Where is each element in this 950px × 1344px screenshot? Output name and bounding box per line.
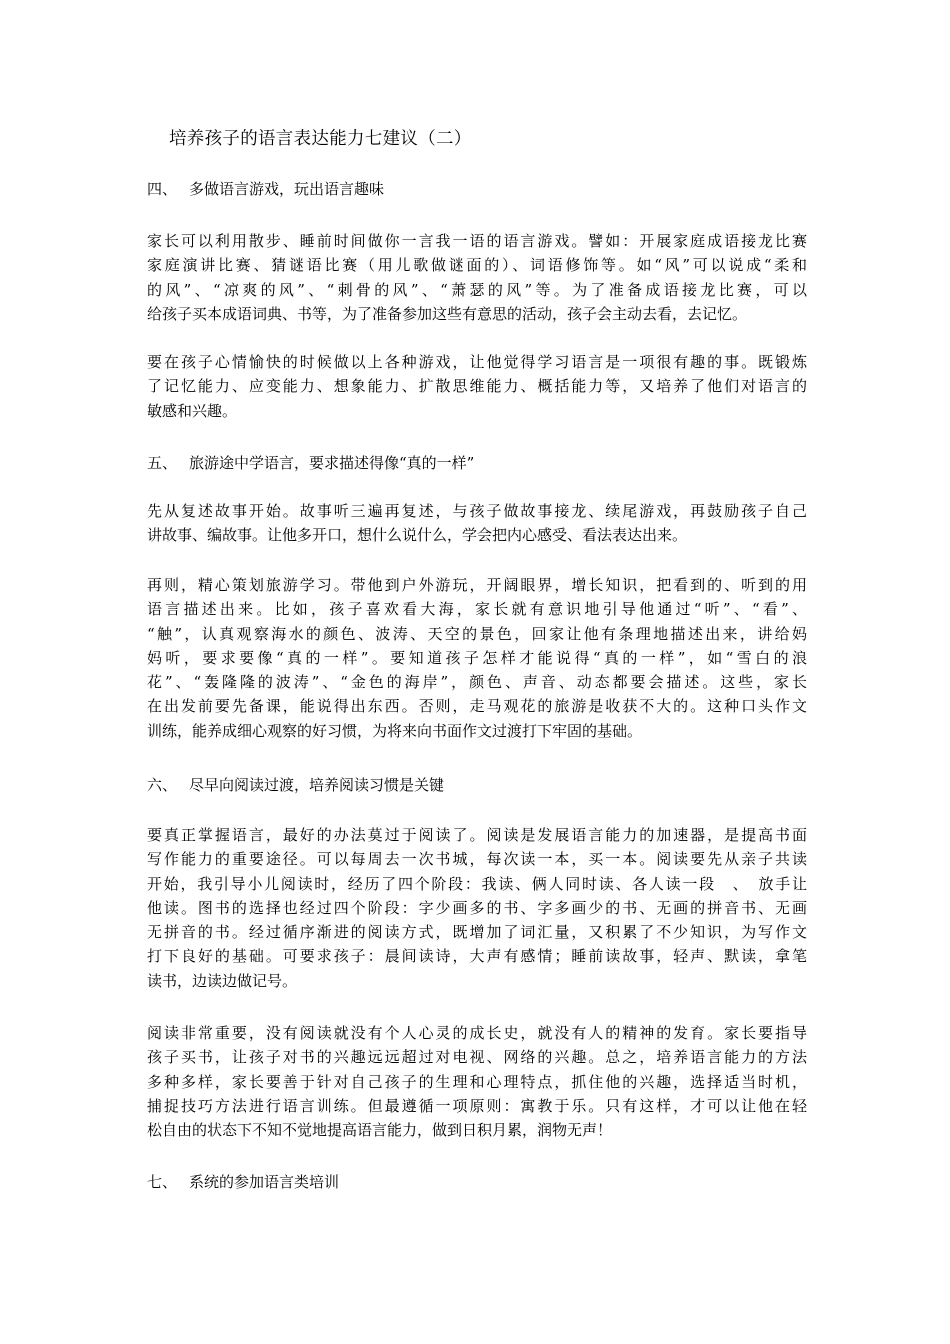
paragraph-line: 敏感和兴趣。 bbox=[147, 401, 238, 420]
paragraph-line: 先从复述故事开始。故事听三遍再复述，与孩子做故事接龙、续尾游戏，再鼓励孩子自己 bbox=[147, 502, 807, 520]
paragraph-line: 的风”、“凉爽的风”、“刺骨的风”、“萧瑟的风”等。为了准备成语接龙比赛，可以 bbox=[147, 280, 807, 299]
paragraph-line: 孩子买书，让孩子对书的兴趣远远超过对电视、网络的兴趣。总之，培养语言能力的方法 bbox=[147, 1048, 807, 1067]
paragraph-line: 训练，能养成细心观察的好习惯，为将来向书面作文过渡打下牢固的基础。 bbox=[147, 721, 643, 740]
paragraph-line: 妈听，要求要像“真的一样”。要知道孩子怎样才能说得“真的一样”，如“雪白的浪 bbox=[147, 648, 807, 667]
paragraph bbox=[147, 499, 807, 548]
paragraph-line: 捕捉技巧方法进行语言训练。但最遵循一项原则：寓教于乐。只有这样，才可以让他在轻 bbox=[147, 1096, 807, 1115]
paragraph-line: 打下良好的基础。可要求孩子：晨间读诗，大声有感情；睡前读故事，轻声、默读，拿笔 bbox=[147, 947, 807, 966]
section-number: 七、 bbox=[147, 1173, 178, 1191]
section-heading-6 bbox=[147, 773, 444, 797]
section-number: 六、 bbox=[147, 776, 178, 794]
paragraph-line: 他读。图书的选择也经过四个阶段：字少画多的书、字多画少的书、无画的拼音书、无画 bbox=[147, 898, 807, 917]
paragraph bbox=[147, 823, 807, 993]
section-heading-text: 旅游途中学语言，要求描述得像“真的一样” bbox=[189, 454, 475, 472]
paragraph-line: 多种多样，家长要善于针对自己孩子的生理和心理特点，抓住他的兴趣，选择适当时机， bbox=[147, 1072, 807, 1091]
paragraph-line: 家庭演讲比赛、猜谜语比赛（用儿歌做谜面的）、词语修饰等。如“风”可以说成“柔和 bbox=[147, 256, 807, 275]
paragraph-line: 要在孩子心情愉快的时候做以上各种游戏，让他觉得学习语言是一项很有趣的事。既锻炼 bbox=[147, 353, 807, 371]
paragraph-line: 家长可以利用散步、睡前时间做你一言我一语的语言游戏。譬如：开展家庭成语接龙比赛 bbox=[147, 232, 807, 250]
section-heading-5 bbox=[147, 451, 474, 475]
paragraph-line: 阅读非常重要，没有阅读就没有个人心灵的成长史，就没有人的精神的发育。家长要指导 bbox=[147, 1024, 807, 1042]
paragraph-line: 再则，精心策划旅游学习。带他到户外游玩，开阔眼界，增长知识，把看到的、听到的用 bbox=[147, 576, 807, 594]
section-heading-text: 多做语言游戏，玩出语言趣味 bbox=[189, 180, 385, 198]
paragraph-line: 无拼音的书。经过循序渐进的阅读方式，既增加了词汇量，又积累了不少知识，为写作文 bbox=[147, 923, 807, 942]
paragraph-line: 在出发前要先备课，能说得出东西。否则，走马观花的旅游是收获不大的。这种口头作文 bbox=[147, 697, 807, 716]
paragraph-line: 开始，我引导小儿阅读时，经历了四个阶段：我读、俩人同时读、各人读一段 、 放手让 bbox=[147, 874, 807, 893]
paragraph-line: 讲故事、编故事。让他多开口，想什么说什么，学会把内心感受、看法表达出来。 bbox=[147, 526, 688, 545]
section-heading-text: 尽早向阅读过渡，培养阅读习惯是关键 bbox=[189, 776, 445, 794]
section-heading-text: 系统的参加语言类培训 bbox=[189, 1173, 340, 1191]
section-heading-7 bbox=[147, 1170, 339, 1194]
paragraph bbox=[147, 573, 807, 743]
paragraph-line: 了记忆能力、应变能力、想象能力、扩散思维能力、概括能力等，又培养了他们对语言的 bbox=[147, 377, 807, 396]
document-title: 培养孩子的语言表达能力七建议（二） bbox=[169, 129, 472, 149]
paragraph-line: 读书，边读边做记号。 bbox=[147, 971, 298, 990]
paragraph bbox=[147, 229, 807, 326]
paragraph-line: 语言描述出来。比如，孩子喜欢看大海，家长就有意识地引导他通过“听”、“看”、 bbox=[147, 600, 807, 619]
paragraph-line: 松自由的状态下不知不觉地提高语言能力，做到日积月累，润物无声！ bbox=[147, 1121, 613, 1140]
paragraph-line: “触”，认真观察海水的颜色、波涛、天空的景色，回家让他有条理地描述出来，讲给妈 bbox=[147, 624, 807, 643]
paragraph-line: 花”、“轰隆隆的波涛”、“金色的海岸”，颜色、声音、动态都要会描述。这些，家长 bbox=[147, 673, 807, 692]
section-number: 四、 bbox=[147, 180, 178, 198]
section-number: 五、 bbox=[147, 454, 178, 472]
paragraph bbox=[147, 1021, 807, 1142]
paragraph bbox=[147, 350, 807, 423]
paragraph-line: 写作能力的重要途径。可以每周去一次书城，每次读一本，买一本。阅读要先从亲子共读 bbox=[147, 850, 807, 869]
section-heading-4 bbox=[147, 177, 384, 201]
paragraph-line: 要真正掌握语言，最好的办法莫过于阅读了。阅读是发展语言能力的加速器，是提高书面 bbox=[147, 826, 807, 844]
paragraph-line: 给孩子买本成语词典、书等，为了准备参加这些有意思的活动，孩子会主动去看，去记忆。 bbox=[147, 304, 748, 323]
